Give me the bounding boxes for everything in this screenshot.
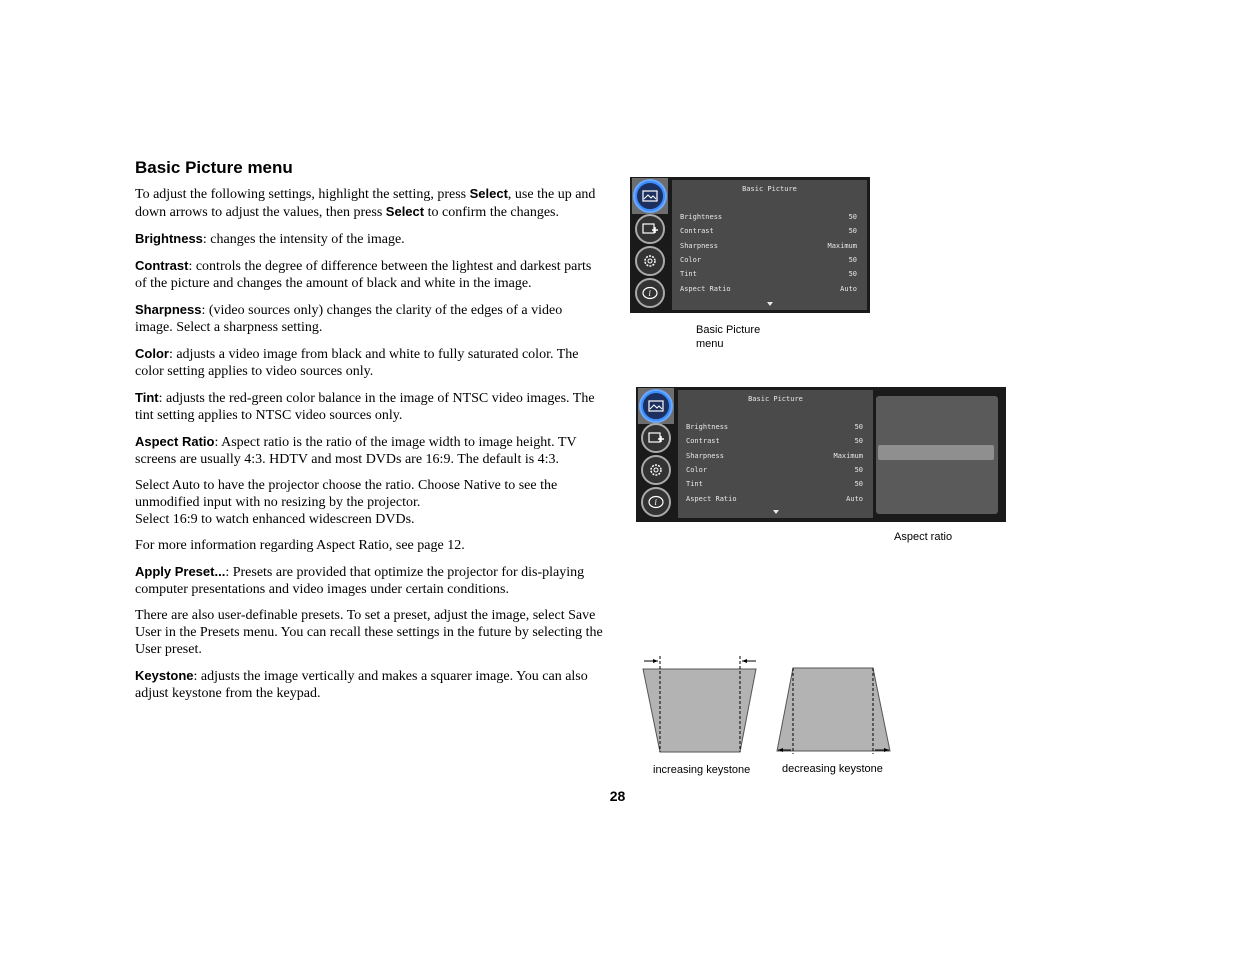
- keystone-diagram: [638, 652, 898, 757]
- menu-row-contrast[interactable]: [686, 437, 863, 447]
- menu-row-label: Tint: [680, 270, 697, 279]
- preset-paragraph: Apply Preset...: Presets are provided that optimize the projector for dis-playing computer presentations and video images under certain conditions.: [135, 564, 585, 597]
- svg-text:i: i: [654, 498, 658, 507]
- menu-row-value: 50: [848, 255, 857, 264]
- menu-row-tint[interactable]: [680, 270, 857, 280]
- menu-row-brightness[interactable]: [680, 213, 857, 223]
- menu-row-value: 50: [854, 465, 863, 474]
- menu-row-value: Maximum: [833, 451, 863, 460]
- contrast-paragraph: Contrast: controls the degree of difference between the lightest and darkest parts of the picture and changes the amount of black and white in the image.: [135, 258, 592, 291]
- menu-row-label: Contrast: [686, 437, 720, 446]
- more-info-paragraph: For more information regarding Aspect Ratio, see page 12.: [135, 538, 465, 553]
- menu-row-value: 50: [848, 213, 857, 221]
- menu-row-aspect-ratio[interactable]: [686, 495, 863, 505]
- aspect-ratio-paragraph: Aspect Ratio: Aspect ratio is the ratio of the image width to image height. TV screens are usually 4:3. HDTV and most DVDs are 16:9. The default is 4:3.: [135, 434, 577, 467]
- menu-row-label: Sharpness: [686, 451, 724, 460]
- menu-title: Basic Picture: [748, 395, 803, 403]
- gear-icon[interactable]: [641, 455, 671, 485]
- menu-row-value: 50: [848, 227, 857, 236]
- menu-row-label: Brightness: [686, 423, 729, 431]
- intro-paragraph: To adjust the following settings, highlight the setting, press Select, use the up and down arrows to adjust the values, then press Select to confirm the changes.: [135, 186, 596, 220]
- body-text: [135, 185, 603, 711]
- menu-row-value: 50: [854, 423, 863, 431]
- brightness-paragraph: Brightness: changes the intensity of the image.: [135, 231, 405, 247]
- info-icon[interactable]: [641, 487, 671, 517]
- menu-row-label: Sharpness: [680, 241, 718, 250]
- menu-row-label: Color: [680, 255, 702, 264]
- page-number: 28: [609, 788, 626, 804]
- menu-row-value: 50: [854, 437, 863, 446]
- menu-row-brightness[interactable]: [686, 423, 863, 433]
- decreasing-keystone-figure: [777, 668, 890, 754]
- menu-row-aspect-ratio[interactable]: [680, 285, 857, 295]
- menu-row-label: Aspect Ratio: [686, 494, 737, 503]
- menu-row-label: Aspect Ratio: [680, 284, 731, 293]
- menu-row-sharpness[interactable]: [680, 242, 857, 252]
- figure-caption-aspect-ratio: Aspect ratio: [894, 531, 953, 543]
- menu-row-value: Auto: [846, 494, 863, 503]
- figure-caption-basic-picture: Basic Picture menu: [696, 324, 761, 350]
- menu-row-value: 50: [848, 270, 857, 279]
- picture-icon[interactable]: [641, 391, 671, 421]
- menu-row-value: Auto: [840, 284, 857, 293]
- basic-picture-panel: [678, 390, 873, 518]
- aspect-ratio-menu-screenshot: [636, 387, 1006, 522]
- caption-increasing-keystone: increasing keystone: [653, 764, 751, 776]
- scroll-down-icon[interactable]: [773, 510, 779, 514]
- menu-row-label: Contrast: [680, 227, 714, 236]
- aspect-ratio-submenu: [876, 396, 998, 514]
- menu-row-label: Color: [686, 465, 708, 474]
- svg-text:i: i: [648, 289, 652, 298]
- menu-row-color[interactable]: [686, 466, 863, 476]
- image-settings-icon[interactable]: [635, 214, 665, 244]
- keystone-paragraph: Keystone: adjusts the image vertically and makes a squarer image. You can also adjust keystone from the keypad.: [135, 668, 588, 701]
- section-heading: Basic Picture menu: [135, 158, 293, 177]
- menu-row-value: 50: [854, 480, 863, 489]
- tint-paragraph: Tint: adjusts the red-green color balance in the image of NTSC video images. The tint setting applies to NTSC video sources only.: [135, 390, 595, 423]
- image-settings-icon[interactable]: [641, 423, 671, 453]
- increasing-keystone-figure: [643, 656, 756, 752]
- sharpness-paragraph: Sharpness: (video sources only) changes the clarity of the edges of a video image. Select a sharpness setting.: [135, 302, 563, 335]
- menu-row-contrast[interactable]: [680, 227, 857, 237]
- menu-row-color[interactable]: [680, 256, 857, 266]
- menu-title: Basic Picture: [742, 185, 797, 193]
- info-icon[interactable]: [635, 278, 665, 308]
- menu-row-value: Maximum: [827, 241, 857, 250]
- basic-picture-panel: [672, 180, 867, 310]
- aspect-ratio-more-paragraph: Select Auto to have the projector choose the ratio. Choose Native to see the unmodified input with no resizing by the projector. Select 16:9 to watch enhanced widescreen DVDs.: [135, 478, 558, 527]
- scroll-down-icon[interactable]: [767, 302, 773, 306]
- menu-row-tint[interactable]: [686, 480, 863, 490]
- menu-row-sharpness[interactable]: [686, 452, 863, 462]
- caption-decreasing-keystone: decreasing keystone: [782, 763, 883, 775]
- menu-row-label: Brightness: [680, 213, 723, 221]
- user-presets-paragraph: There are also user-definable presets. To set a preset, adjust the image, select Save User in the Presets menu. You can recall these settings in the future by selecting the User preset.: [135, 608, 603, 657]
- aspect-ratio-option-selected[interactable]: [878, 445, 994, 460]
- basic-picture-menu-screenshot: [630, 177, 870, 313]
- menu-row-label: Tint: [686, 480, 703, 489]
- gear-icon[interactable]: [635, 246, 665, 276]
- picture-icon[interactable]: [635, 181, 665, 211]
- color-paragraph: Color: adjusts a video image from black and white to fully saturated color. The color setting applies to video sources only.: [135, 346, 579, 379]
